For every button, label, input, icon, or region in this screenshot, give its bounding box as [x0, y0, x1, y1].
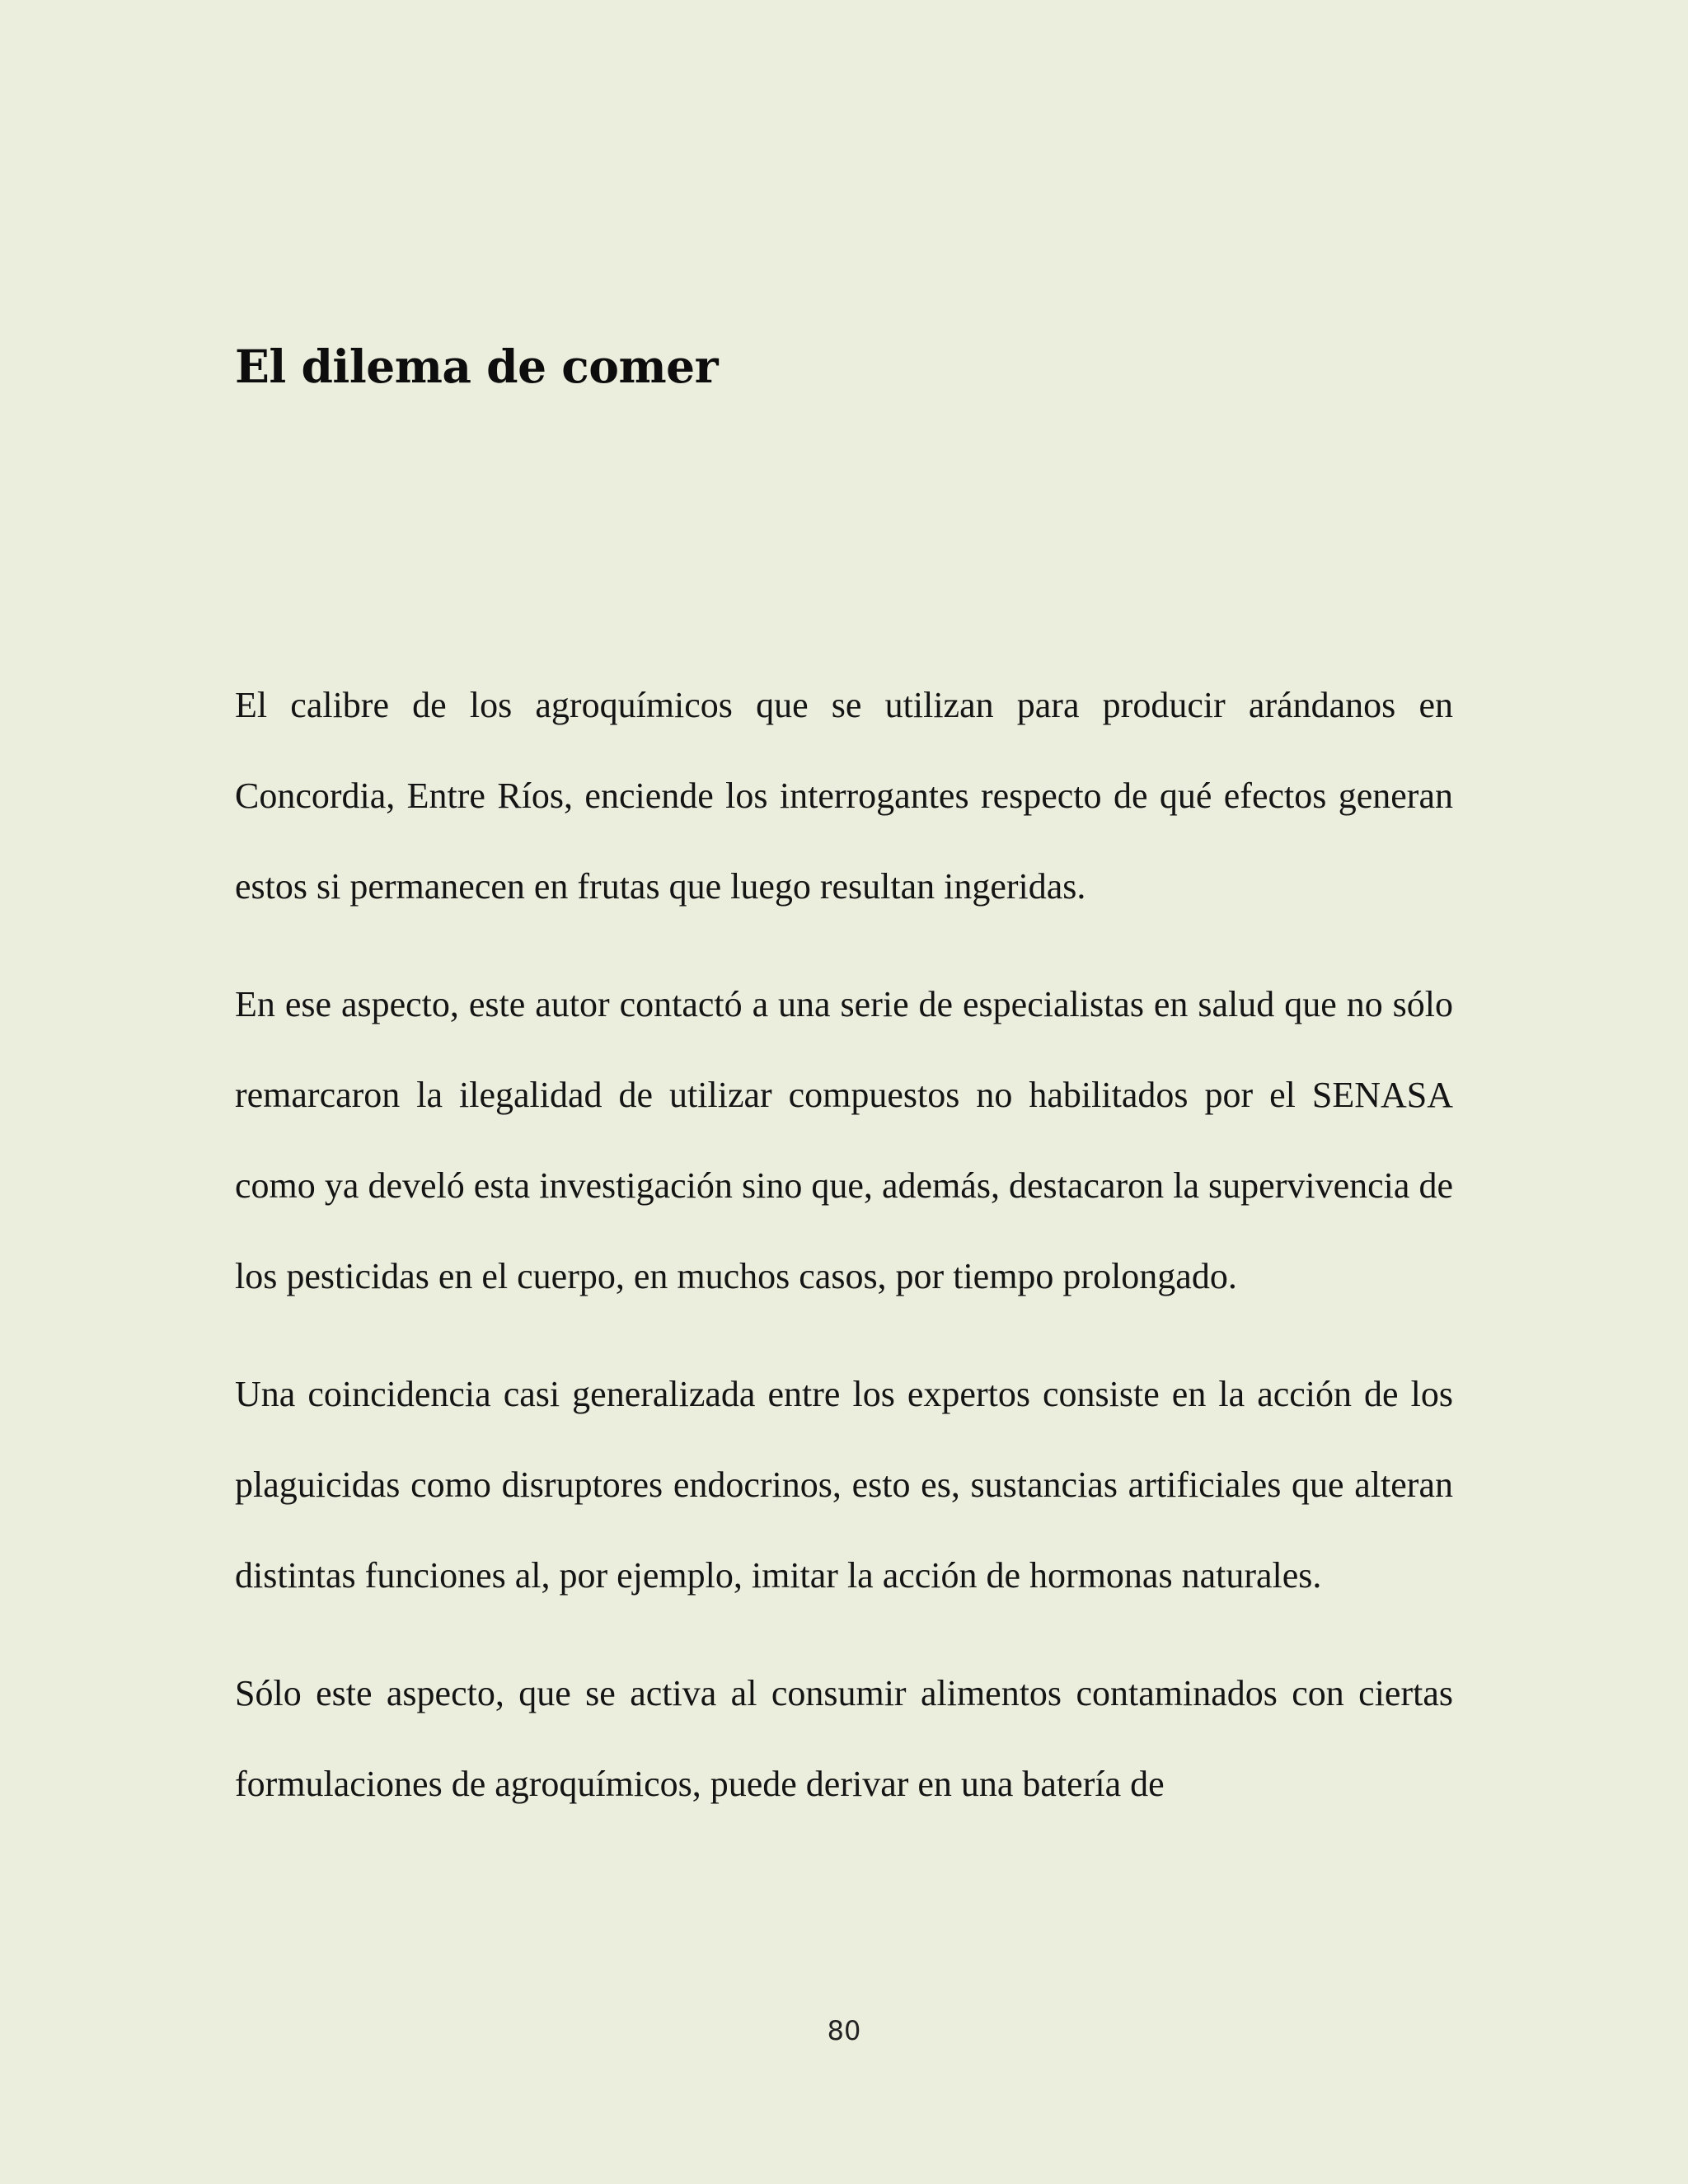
- page-title: El dilema de comer: [235, 340, 719, 393]
- body-text: [235, 660, 1453, 1857]
- paragraph-2: En ese aspecto, este autor contactó a una serie de especialistas en salud que no sólo remarcaron la ilegalidad de utilizar compuestos no habilitados por el SENASA como ya develó esta investigación sino que, además, destacaron la supervivencia de los pesticidas en el cuerpo, en muchos casos, por tiempo prolongado.: [235, 984, 1453, 1296]
- paragraph-3: Una coincidencia casi generalizada entre los expertos consiste en la acción de los plaguicidas como disruptores endocrinos, esto es, sustancias artificiales que alteran distintas funciones al, por ejemplo, imitar la acción de hormonas naturales.: [235, 1374, 1453, 1596]
- paragraph-4: Sólo este aspecto, que se activa al consumir alimentos contaminados con ciertas formulaciones de agroquímicos, puede derivar en una batería de: [235, 1673, 1453, 1804]
- paragraph-1: El calibre de los agroquímicos que se utilizan para producir arándanos en Concordia, Entre Ríos, enciende los interrogantes respecto de qué efectos generan estos si permanecen en frutas que luego resultan ingeridas.: [235, 685, 1453, 907]
- page-number: 80: [827, 2015, 861, 2046]
